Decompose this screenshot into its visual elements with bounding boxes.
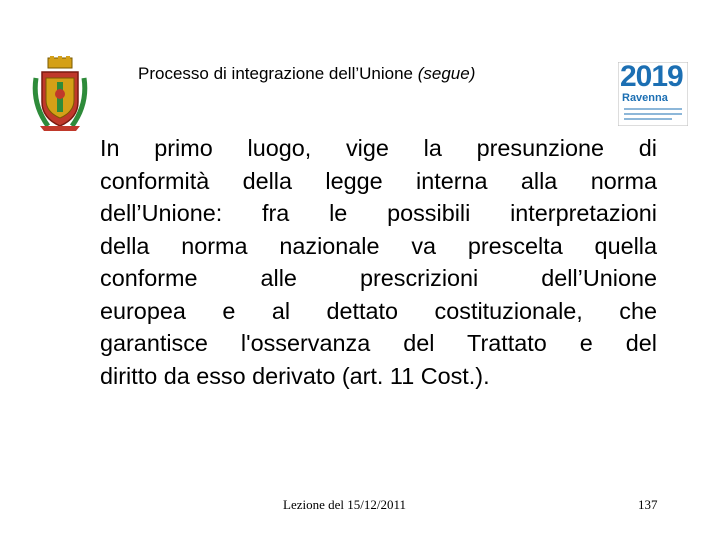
body-paragraph <box>100 132 657 392</box>
city-crest-logo <box>30 56 90 132</box>
footer-date: Lezione del 15/12/2011 <box>283 497 406 512</box>
body-line: conformità della legge interna alla norma <box>100 167 657 194</box>
body-line: conforme alle prescrizioni dell’Unione <box>100 265 657 291</box>
page-number: 137 <box>638 497 658 512</box>
slide-title-text: Processo di integrazione dell’Unione <box>138 64 413 83</box>
body-line: garantisce l'osservanza del Trattato e del <box>100 330 657 356</box>
logo-number: 2019 <box>620 60 683 93</box>
logo-city: Ravenna <box>622 92 668 104</box>
body-line: dell’Unione: fra le possibili interpretazioni <box>100 200 657 226</box>
ravenna-2019-logo <box>618 62 688 126</box>
body-line: In primo luogo, vige la presunzione di <box>100 135 657 161</box>
body-line: diritto da esso derivato (art. 11 Cost.). <box>100 362 490 389</box>
body-line: della norma nazionale va prescelta quella <box>100 232 657 259</box>
slide-title-subtitle: (segue) <box>417 64 476 83</box>
body-line: europea e al dettato costituzionale, che <box>100 297 657 324</box>
slide-title <box>138 64 475 84</box>
